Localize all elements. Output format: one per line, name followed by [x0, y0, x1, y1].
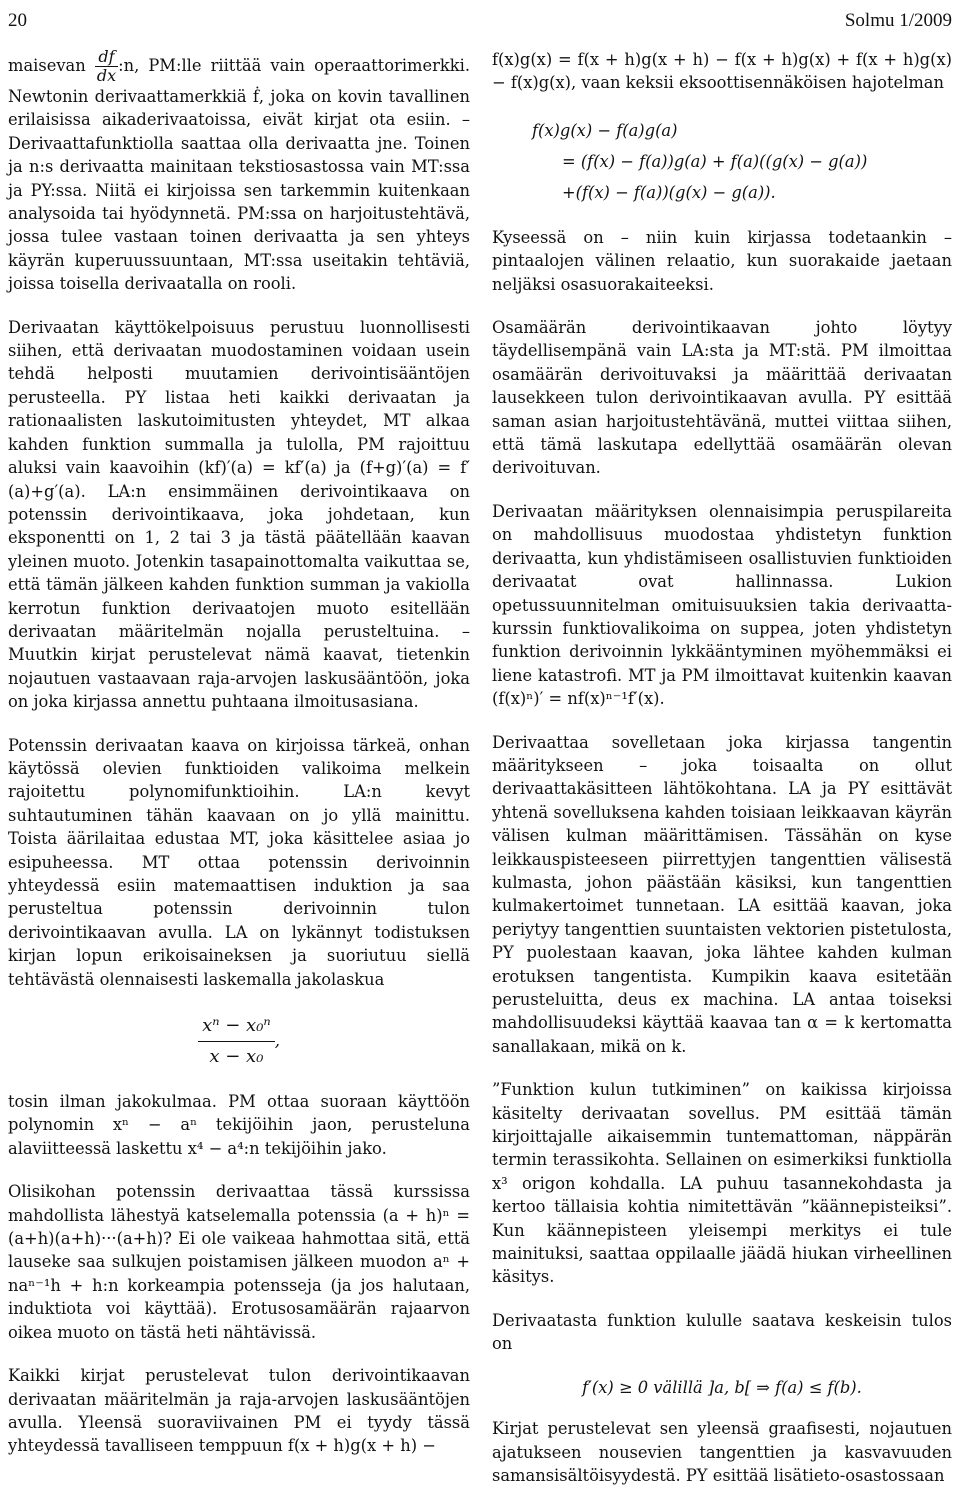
- equation-tail: ,: [274, 1031, 280, 1051]
- equation-line: f(x)g(x) − f(a)g(a): [532, 120, 678, 140]
- page-number: 20: [8, 10, 27, 31]
- inline-fraction: [95, 48, 118, 85]
- text-run: :n, PM:lle riittää vain operaattorimerkki. Newtonin derivaattamerkkiä ḟ, joka on kovin tavallinen erilaisissa aikaderivaatoissa, eivät kirjat ota esiin. – Derivaattafunktiolla saattaa olla derivaatta jne. Toinen ja n:s derivaatta mainitaan tekstiosastossa vain MT:ssa ja PY:ssa. Niitä ei kirjoissa sen tarkemmin kuitenkaan analysoida tai hyödynnetä. PM:ssa on harjoitustehtävä, jossa tulee vastaan toinen derivaatta ja sen yhteys käyrän kuperuussuuntaan, MT:ssa useitakin tehtäviä, joissa toisella derivaatalla on rooli.: [8, 56, 470, 294]
- right-paragraph-5: Derivaattaa sovelletaan joka kirjassa tangentin määritykseen – joka toisaalta on ollut derivaattakäsitteen lähtökohtana. LA ja PY esittävät yhtenä sovelluksena kahden toisiaan leikkaavan käyrän välisen kulman määrittämisen. Tässähän on kyse leikkauspisteeseen piirrettyjen tangenttien välisestä kulmasta, johon päästään käsiksi, kun tangenttien kulmakertoimet tunnetaan. LA esittää kaavan, joka periytyy tangenttien suuntaisten vektorien pistetulosta, PY puolestaan kaavan, joka lähtee kahden kulman erotuksen tangentista. Kumpikin kaava esitetään perusteluitta, deus ex machina. LA antaa toiseksi mahdollisuudeksi käyttää kaavaa tan α = k kertomatta sanallakaan, mikä on k.: [492, 732, 953, 1056]
- text-run: maisevan: [8, 56, 86, 75]
- left-paragraph-2: Derivaatan käyttökelpoisuus perustuu luonnollisesti siihen, että derivaatan muodostaminen voidaan usein tehdä helposti muutamien derivointisääntöjen perusteella. PY listaa heti kaikki derivaatan ja rationaalisten laskutoimitusten yhteydet, MT alkaa kahden funktion summalla ja tulolla, PM rajoittuu aluksi vain kaavoihin (kf)′(a) = kf′(a) ja (f+g)′(a) = f′(a)+g′(a). LA:n ensimmäinen derivointikaava on potenssin derivointikaava, joka johdetaan, kun eksponentti on 1, 2 tai 3 ja tästä päätellään kaavan yleinen muoto. Jotenkin tasapainottomalta vaikuttaa se, että tämän jälkeen kahden funktion summan ja vakiolla kerrotun funktion derivaatojen muoto esitellään derivaatan määritelmän nojalla perusteltuina. – Muutkin kirjat perustelevat nämä kaavat, tietenkin nojautuen vastaavaan raja-arvojen laskusääntöön, joka on joka kirjassa annettu puhtaana ilmoitusasiana.: [8, 317, 470, 712]
- right-paragraph-8: Kirjat perustelevat sen yleensä graafisesti, nojautuen ajatukseen nousevien tangenttien ja kasvavuuden samansisältöisyydestä. PY esittää lisätieto-osastossaan: [492, 1419, 952, 1485]
- left-paragraph-3: Potenssin derivaatan kaava on kirjoissa tärkeä, onhan käytössä olevien funktioiden valikoima melkein rajoitettu polynomifunktioihin. LA:n kevyt suhtautuminen tähän kaavaan on jo yllä mainittu. Toista äärilaitaa edustaa MT, joka käsittelee asiaa jo esipuheessa. MT ottaa potenssin derivoinnin yhteydessä esiin matemaattisen induktion ja saa perusteltua potenssin derivoinnin tulon derivointikaavan avulla. LA on lykännyt todistuksen kirjan lopun erikoisaineksen ja suoriutuu siellä tehtävästä olennaisesti laskemalla jakolaskua: [8, 735, 470, 989]
- right-paragraph-6: ”Funktion kulun tutkiminen” on kaikissa kirjoissa käsitelty derivaatan sovellus. PM esittää tämän kirjoittajalle aikaisemmin tuntemattoman, näppärän termin terassikohta. Sellainen on esimerkiksi funktiolla x³ origon kohdalla. LA puhuu tasannekohdasta ja kertoo tällaisia kohtia nimitettävän ”käännepisteiksi”. Kun käännepisteen yleisempi merkitys ei tule mainituksi, saattaa oppilaalle jäädä hiukan virheellinen käsitys.: [492, 1080, 952, 1287]
- fraction-denominator: dx: [96, 66, 117, 85]
- right-paragraph-3: Osamäärän derivointikaavan johto löytyy täydellisempänä vain LA:sta ja MT:stä. PM ilmoittaa osamäärän derivoituvaksi ja määrittää derivaatan lausekkeen tulon derivointikaavan avulla. PY esittää saman asian harjoitustehtävänä, muttei viittaa siihen, että tämä laskutapa edellyttää osamäärän olevan derivoituvan.: [492, 318, 952, 478]
- right-paragraph-2: Kyseessä on – niin kuin kirjassa todetaankin – pintaalojen välinen relaatio, kun suorakaide jaetaan neljäksi osasuorakaiteeksi.: [492, 227, 952, 294]
- fraction-denominator: x − x₀: [209, 1046, 264, 1068]
- left-paragraph-5: Olisikohan potenssin derivaattaa tässä kurssissa mahdollista lähestyä katselemalla potenssia (a + h)ⁿ = (a+h)(a+h)···(a+h)? Ei ole vaikeaa hahmottaa sitä, että lauseke saa sulkujen poistamisen jälkeen muodon aⁿ + naⁿ⁻¹h + h:n korkeampia potensseja (ja jos halutaan, induktiota voi käyttää). Erotusosamäärän rajaarvon oikea muoto on tästä heti nähtävissä.: [8, 1182, 470, 1342]
- display-equation-product: [532, 115, 952, 208]
- right-paragraph-4: Derivaatan määrityksen olennaisimpia peruspilareita on mahdollisuus muodostaa yhdistetyn funktion derivaatta, kun yhdistämiseen osallistuvien funktioiden derivaatat ovat hallinnassa. Lukion opetussuunnitelman omituisuuksien takia derivaatta-kurssin funktiovalikoima on suppea, joten yhdistetyn funktion derivoinnin lykkääntyminen myöhemmäksi ei liene katastrofi. MT ja PM ilmoittavat kuitenkin kaavan (f(x)ⁿ)′ = nf(x)ⁿ⁻¹f′(x).: [492, 501, 952, 709]
- right-column: [492, 48, 952, 1507]
- display-equation-monotonic: f′(x) ≥ 0 välillä ]a, b[ ⇒ f(a) ≤ f(b).: [582, 1377, 862, 1397]
- display-equation: [8, 1011, 470, 1072]
- page-header: [0, 0, 960, 40]
- equation-line: +(f(x) − f(a))(g(x) − g(a)).: [562, 182, 776, 202]
- journal-issue: Solmu 1/2009: [844, 10, 952, 31]
- left-paragraph-1: [8, 48, 470, 296]
- equation-fraction: [198, 1011, 275, 1072]
- equation-line: = (f(x) − f(a))g(a) + f(a)((g(x) − g(a)): [562, 151, 868, 171]
- left-paragraph-6: Kaikki kirjat perustelevat tulon derivointikaavan derivaatan määritelmän ja raja-arvojen laskusääntöjen avulla. Yleensä suoraviivainen PM ei tyydy tässä yhteydessä tavalliseen temppuun f(x + h)g(x + h) −: [8, 1366, 470, 1456]
- fraction-numerator: xⁿ − x₀ⁿ: [198, 1011, 275, 1042]
- left-paragraph-4: tosin ilman jakokulmaa. PM ottaa suoraan käyttöön polynomin xⁿ − aⁿ tekijöihin jaon, perusteluna alaviitteessä laskettu x⁴ − a⁴:n tekijöihin jako.: [8, 1092, 470, 1158]
- right-paragraph-7: Derivaatasta funktion kululle saatava keskeisin tulos on: [492, 1310, 952, 1354]
- fraction-numerator: df: [95, 48, 118, 67]
- right-paragraph-1: f(x)g(x) = f(x + h)g(x + h) − f(x + h)g(x) + f(x + h)g(x) − f(x)g(x), vaan keksii eksoottisennäköisen hajotelman: [492, 50, 952, 93]
- left-column: [8, 48, 470, 1478]
